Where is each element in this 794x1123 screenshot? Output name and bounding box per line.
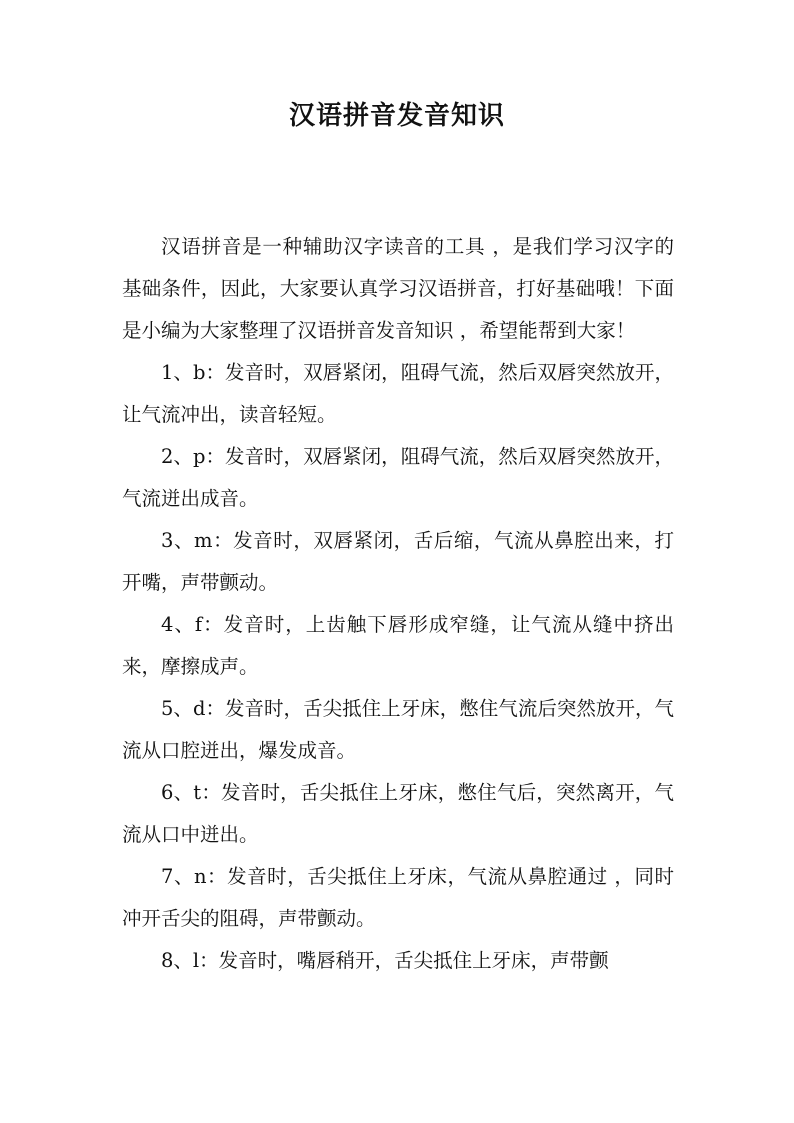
paragraph-p: 2、p：发音时，双唇紧闭，阻碍气流，然后双唇突然放开，气流迸出成音。 bbox=[122, 445, 674, 510]
paragraph-t: 6、t：发音时，舌尖抵住上牙床，憋住气后，突然离开，气流从口中迸出。 bbox=[122, 781, 674, 846]
paragraph-l: 8、l：发音时，嘴唇稍开，舌尖抵住上牙床，声带颤 bbox=[161, 949, 609, 972]
paragraph-n: 7、n：发音时，舌尖抵住上牙床，气流从鼻腔通过 ，同时冲开舌尖的阻碍，声带颤动。 bbox=[122, 865, 674, 930]
paragraph-f: 4、f：发音时，上齿触下唇形成窄缝，让气流从缝中挤出来，摩擦成声。 bbox=[122, 613, 674, 678]
document-body bbox=[122, 226, 674, 982]
paragraph-m: 3、m：发音时，双唇紧闭，舌后缩，气流从鼻腔出来，打开嘴，声带颤动。 bbox=[122, 529, 674, 594]
paragraph-b: 1、b：发音时，双唇紧闭，阻碍气流，然后双唇突然放开，让气流冲出，读音轻短。 bbox=[122, 361, 674, 426]
document-title: 汉语拼音发音知识 bbox=[288, 101, 505, 131]
intro-paragraph: 汉语拼音是一种辅助汉字读音的工具 ，是我们学习汉字的基础条件，因此，大家要认真学习汉语拼音，打好基础哦！下面是小编为大家整理了汉语拼音发音知识 ，希望能帮到大家！ bbox=[122, 235, 674, 342]
paragraph-d: 5、d：发音时，舌尖抵住上牙床，憋住气流后突然放开，气流从口腔迸出，爆发成音。 bbox=[122, 697, 674, 762]
